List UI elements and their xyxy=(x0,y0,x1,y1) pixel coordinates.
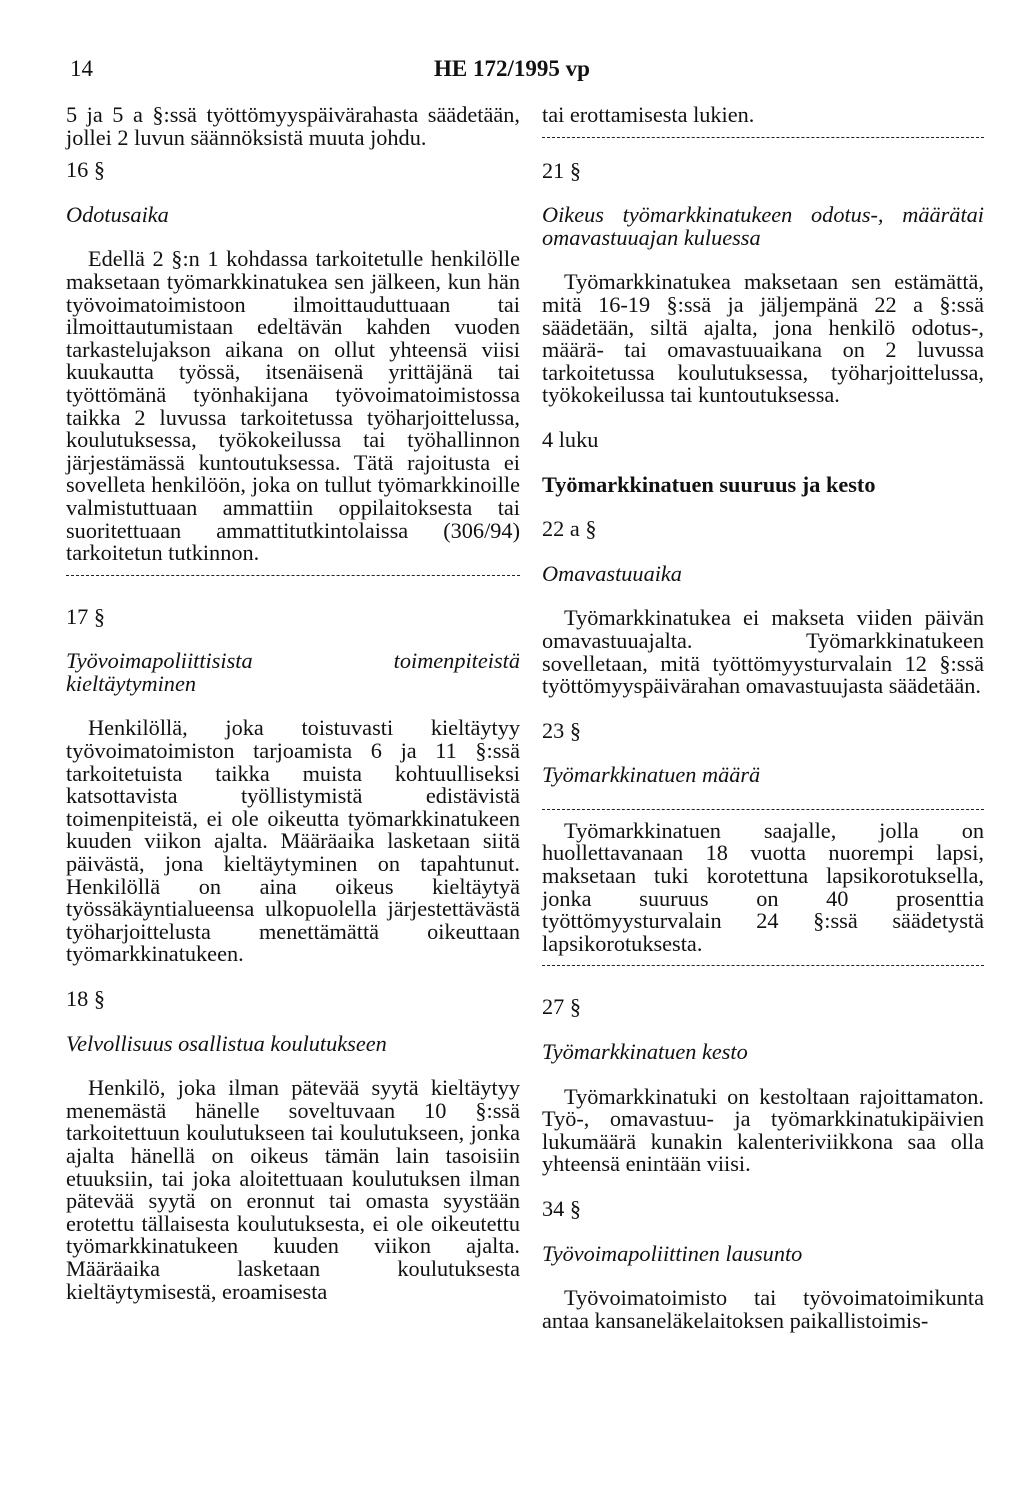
section-34-title: Työvoimapoliittinen lausunto xyxy=(542,1240,803,1266)
section-22a-number: 22 a § xyxy=(542,516,597,542)
section-17-body: Henkilöllä, joka toistuvasti kieltäytyy työvoimatoimiston tarjoamista 6 ja 11 §:ssä tarkoitetuista taikka muista kohtuulliseksi katsottavista työllistymistä edistävistä toimenpiteistä, ei ole oikeutta työmarkkinatukeen kuuden viikon ajalta. Määräaika lasketaan siitä päivästä, jona kieltäytyminen on tapahtunut. Henkilöllä on aina oikeus kieltäytyä työssäkäyntialueensa ulkopuolella järjestettävästä työharjoittelusta menettämättä oikeuttaan työmarkkinatukeen. xyxy=(66,715,520,967)
section-22a-title: Omavastuuaika xyxy=(542,560,682,586)
section-34-body: Työvoimatoimisto tai työvoimatoimikunta antaa kansaneläkelaitoksen paikallistoimis- xyxy=(542,1285,984,1333)
section-21-body: Työmarkkinatukea maksetaan sen estämättä, mitä 16-19 §:ssä ja jäljempänä 22 a §:ssä säädetään, siltä ajalta, jona henkilö odotus-, määrä- tai omavastuuaikana on 2 luvussa tarkoitetussa koulutuksessa, työharjoittelussa, työkokeilussa tai kuntoutuksessa. xyxy=(542,269,984,408)
chapter-title: Työmarkkinatuen suuruus ja kesto xyxy=(542,471,876,497)
section-16-number: 16 § xyxy=(66,157,106,183)
chapter-number: 4 luku xyxy=(542,426,599,452)
section-27-body: Työmarkkinatuki on kestoltaan rajoittamaton. Työ-, omavastuu- ja työmarkkinatukipäivien lukumäärä kunakin kalenteriviikkona saa olla yhteensä enintään viisi. xyxy=(542,1083,984,1177)
section-22a-body: Työmarkkinatukea ei makseta viiden päivän omavastuuajalta. Työmarkkinatukeen sovelletaan, mitä työttömyysturvalain 12 §:ssä työttömyyspäivärahan omavastuujasta säädetään. xyxy=(542,605,984,699)
continuation-paragraph: tai erottamisesta lukien. xyxy=(542,102,755,127)
section-17-title: Työvoimapoliittisista toimenpiteistä kieltäytyminen xyxy=(66,648,520,696)
section-17-number: 17 § xyxy=(66,603,106,629)
section-21-title: Oikeus työmarkkinatukeen odotus-, määrätai omavastuuajan kuluessa xyxy=(542,202,984,250)
page-header xyxy=(0,56,1024,88)
intro-paragraph: 5 ja 5 a §:ssä työttömyyspäivärahasta säädetään, jollei 2 luvun säännöksistä muuta johdu. xyxy=(66,102,520,150)
section-16-body: Edellä 2 §:n 1 kohdassa tarkoitetulle henkilölle maksetaan työmarkkinatukea sen jälkeen, kun hän työvoimatoimistoon ilmoittauduttuaan tai ilmoittautumistaan edeltävän kahden vuoden tarkastelujakson aikana on ollut yhteensä viisi kuukautta työssä, itsenäisenä yrittäjänä tai työttömänä työnhakijana työvoimatoimistossa taikka 2 luvussa tarkoitetussa työharjoittelussa, koulutuksessa, työkokeilussa tai työhallinnon järjestämässä kuntoutuksessa. Tätä rajoitusta ei sovelleta henkilöön, joka on tullut työmarkkinoille valmistuttuaan ammattiin oppilaitoksesta tai suoritettuaan ammattitutkintolaissa (306/94) tarkoitetun tutkinnon. xyxy=(66,246,520,566)
page-number: 14 xyxy=(70,56,93,81)
document-id: HE 172/1995 vp xyxy=(434,56,590,81)
section-21-number: 21 § xyxy=(542,157,582,183)
section-23-number: 23 § xyxy=(542,717,582,743)
section-23-title: Työmarkkinatuen määrä xyxy=(542,762,761,788)
left-column xyxy=(66,104,520,1303)
section-18-number: 18 § xyxy=(66,986,106,1011)
section-27-number: 27 § xyxy=(542,994,582,1020)
section-18-body: Henkilö, joka ilman pätevää syytä kieltäytyy menemästä hänelle soveltuvaan 10 §:ssä tarkoitettuun koulutukseen tai koulutukseen, jonka ajalta hänellä on oikeus tämän lain tasoisiin etuuksiin, tai joka aloitettuaan koulutuksen ilman pätevää syytä on eronnut tai omasta syystään erotettu tällaisesta koulutuksesta, ei ole oikeutettu työmarkkinatukeen kuuden viikon ajalta. Määräaika lasketaan koulutuksesta kieltäytymisestä, eroamisesta xyxy=(66,1075,520,1304)
section-18-title: Velvollisuus osallistua koulutukseen xyxy=(66,1030,387,1056)
section-34-number: 34 § xyxy=(542,1196,582,1221)
section-27-title: Työmarkkinatuen kesto xyxy=(542,1039,748,1065)
section-23-body: Työmarkkinatuen saajalle, jolla on huollettavanaan 18 vuotta nuorempi lapsi, maksetaan tuki korotettuna lapsikorotuksella, jonka suuruus on 40 prosenttia työttömyysturvalain 24 §:ssä säädetystä lapsikorotuksesta. xyxy=(542,817,984,956)
right-column xyxy=(542,104,984,1332)
section-16-title: Odotusaika xyxy=(66,201,169,227)
